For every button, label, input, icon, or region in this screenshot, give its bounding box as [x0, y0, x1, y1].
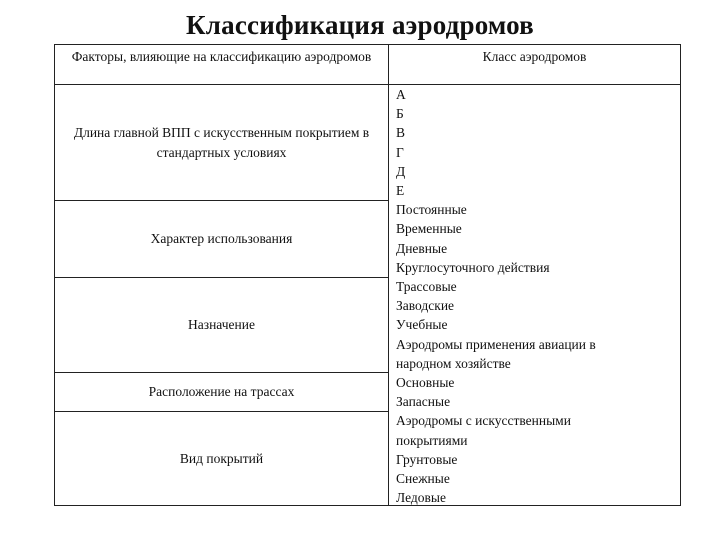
class-item: Б [396, 106, 404, 122]
class-item: покрытиями [396, 432, 468, 448]
class-item: Основные [396, 375, 455, 391]
class-item: Учебные [396, 317, 448, 333]
class-item: А [396, 87, 406, 102]
class-item: Аэродромы с искусственными [396, 413, 571, 429]
class-item: Аэродромы применения авиации в [396, 336, 596, 352]
class-item: Снежные [396, 471, 450, 487]
class-item: Д [396, 163, 406, 179]
class-item: Круглосуточного действия [396, 259, 550, 275]
class-item: Заводские [396, 298, 455, 314]
class-item: Трассовые [396, 279, 457, 295]
table-header-row [55, 45, 680, 85]
factor-runway-length: Длина главной ВПП с искусственным покрытием в стандартных условиях [73, 124, 370, 160]
classification-table [54, 44, 681, 506]
class-item: Постоянные [396, 202, 467, 218]
class-item: Запасные [396, 394, 451, 410]
header-class: Класс аэродромов [482, 49, 587, 64]
header-factors: Факторы, влияющие на классификацию аэродромов [71, 49, 372, 64]
class-item: Ледовые [396, 490, 446, 506]
class-item: В [396, 125, 406, 141]
factor-usage-character: Характер использования [150, 231, 293, 246]
class-item: Грунтовые [396, 451, 458, 467]
factor-purpose: Назначение [188, 317, 255, 332]
class-item: народном хозяйстве [396, 355, 511, 371]
class-item: Временные [396, 221, 462, 237]
page-title: Классификация аэродромов [186, 10, 534, 40]
factor-surface-type: Вид покрытий [179, 450, 264, 466]
column-divider [388, 45, 389, 505]
factor-route-location: Расположение на трассах [148, 384, 295, 399]
class-list [396, 85, 676, 507]
class-item: Г [396, 144, 404, 160]
class-item: Дневные [396, 240, 448, 256]
class-item: Е [396, 183, 405, 199]
